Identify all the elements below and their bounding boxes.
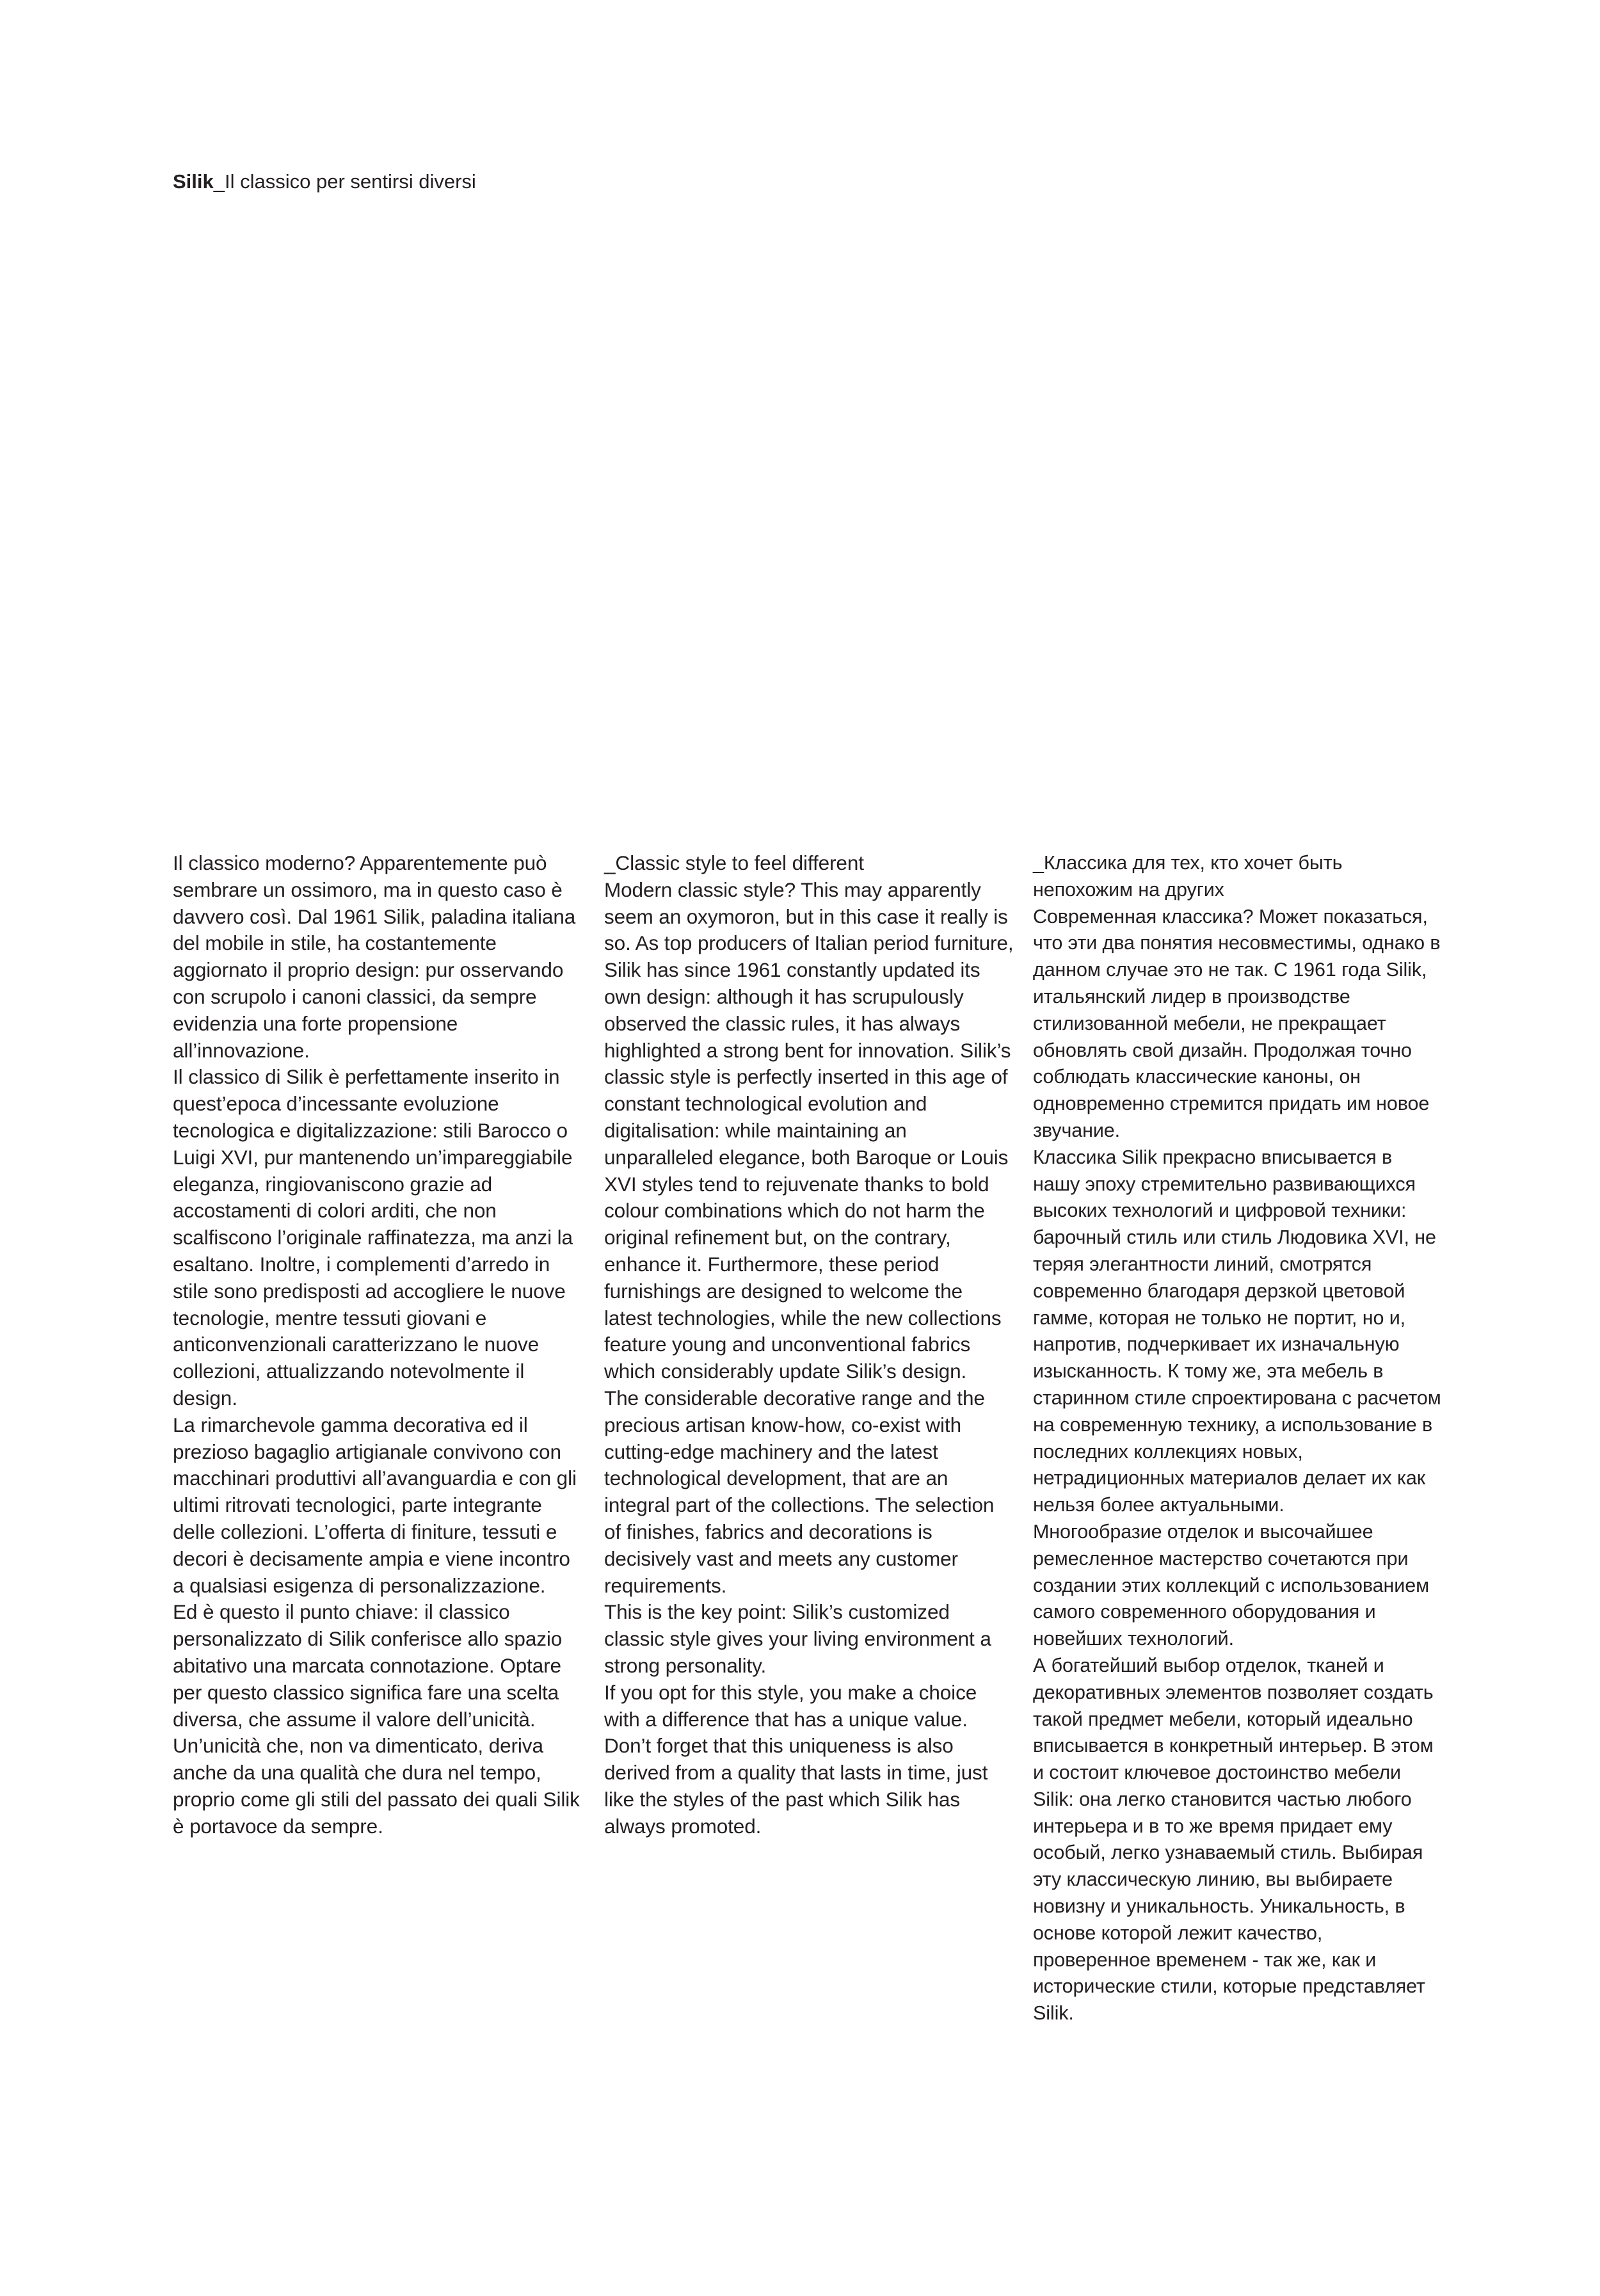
brand-name: Silik (173, 170, 214, 193)
russian-paragraph: А богатейший выбор отделок, тканей и декоративных элементов позволяет создать такой предмет мебели, который идеально вписывается в конкретный интерьер. В этом и состоит ключевое достоинство мебели Silik: она легко становится частью любого интерьера и в то же время придает ему особый, легко узнаваемый стиль. Выбирая эту классическую линию, вы выбираете новизну и уникальность. Уникальность, в основе которой лежит качество, проверенное временем - так же, как и исторические стили, которые представляет Silik. (1033, 1654, 1434, 2025)
russian-column (1033, 850, 1443, 2027)
page-header (173, 169, 476, 195)
italian-paragraph: La rimarchevole gamma decorativa ed il prezioso bagaglio artigianale convivono con macchinari produttivi all’avanguardia e con gli ultimi ritrovati tecnologici, parte integrante delle collezioni. L’offerta di finiture, tessuti e decori è decisamente ampia e viene incontro a qualsiasi esigenza di personalizzazione. (173, 1413, 577, 1597)
russian-heading: _Классика для тех, кто хочет быть непохожим на других (1033, 852, 1343, 901)
english-column (604, 850, 1014, 1840)
header-tagline: _Il classico per sentirsi diversi (213, 170, 476, 193)
italian-paragraph: Ed è questo il punto chiave: il classico personalizzato di Silik conferisce allo spazio abitativo una marcata connotazione. Optare per questo classico significa fare una scelta diversa, che assume il valore dell’unicità. Un’unicità che, non va dimenticato, deriva anche da una qualità che dura nel tempo, proprio come gli stili del passato dei quali Silik è portavoce da sempre. (173, 1600, 580, 1838)
english-heading: _Classic style to feel different (604, 851, 864, 874)
russian-paragraph: Современная классика? Может показаться, что эти два понятия несовместимы, однако в данном случае это не так. С 1961 года Silik, итальянский лидер в производстве стилизованной мебели, не прекращает обновлять свой дизайн. Продолжая точно соблюдать классические каноны, он одновременно стремится придать им новое звучание. (1033, 905, 1441, 1141)
english-paragraph: The considerable decorative range and the precious artisan know-how, co-exist with cutting-edge machinery and the latest technological development, that are an integral part of the collections. The selection of finishes, fabrics and decorations is decisively vast and meets any customer requirements. (604, 1386, 995, 1597)
english-paragraph: Modern classic style? This may apparently seem an oxymoron, but in this case it really is so. As top producers of Italian period furniture, Silik has since 1961 constantly updated its own design: although it has scrupulously observed the classic rules, it has always highlighted a strong bent for innovation. Silik’s classic style is perfectly inserted in this age of constant technological evolution and digitalisation: while maintaining an unparalleled elegance, both Baroque or Louis XVI styles tend to rejuvenate thanks to bold colour combinations which do not harm the original refinement but, on the contrary, enhance it. Furthermore, these period furnishings are designed to welcome the latest technologies, while the new collections feature young and unconventional fabrics which considerably update Silik’s design. (604, 878, 1014, 1383)
russian-paragraph: Классика Silik прекрасно вписывается в нашу эпоху стремительно развивающихся высоких технологий и цифровой техники: барочный стиль или стиль Людовика XVI, не теряя элегантности линий, смотрятся современно благодаря дерзкой цветовой гамме, которая не только не портит, но и, напротив, подчеркивает их изначальную изысканность. К тому же, эта мебель в старинном стиле спроектирована с расчетом на современную технику, а использование в последних коллекциях новых, нетрадиционных материалов делает их как нельзя более актуальными. (1033, 1146, 1441, 1516)
english-paragraph: This is the key point: Silik’s customized classic style gives your living environment a strong personality. (604, 1600, 991, 1677)
italian-column (173, 850, 582, 1840)
russian-paragraph: Многообразие отделок и высочайшее ремесленное мастерство сочетаются при создании этих коллекций с использованием самого современного оборудования и новейших технологий. (1033, 1520, 1429, 1650)
english-paragraph: If you opt for this style, you make a choice with a difference that has a unique value. Don’t forget that this uniqueness is also derived from a quality that lasts in time, just like the styles of the past which Silik has always promoted. (604, 1680, 988, 1838)
italian-paragraph: Il classico moderno? Apparentemente può sembrare un ossimoro, ma in questo caso è davvero così. Dal 1961 Silik, paladina italiana del mobile in stile, ha costantemente aggiornato il proprio design: pur osservando con scrupolo i canoni classici, da sempre evidenzia una forte propensione all’innovazione. (173, 851, 576, 1062)
italian-paragraph: Il classico di Silik è perfettamente inserito in quest’epoca d’incessante evoluzione tecnologica e digitalizzazione: stili Barocco o Luigi XVI, pur mantenendo un’impareggiabile eleganza, ringiovaniscono grazie ad accostamenti di colori arditi, che non scalfiscono l’originale raffinatezza, ma anzi la esaltano. Inoltre, i complementi d’arredo in stile sono predisposti ad accogliere le nuove tecnologie, mentre tessuti giovani e anticonvenzionali caratterizzano le nuove collezioni, attualizzando notevolmente il design. (173, 1065, 573, 1409)
